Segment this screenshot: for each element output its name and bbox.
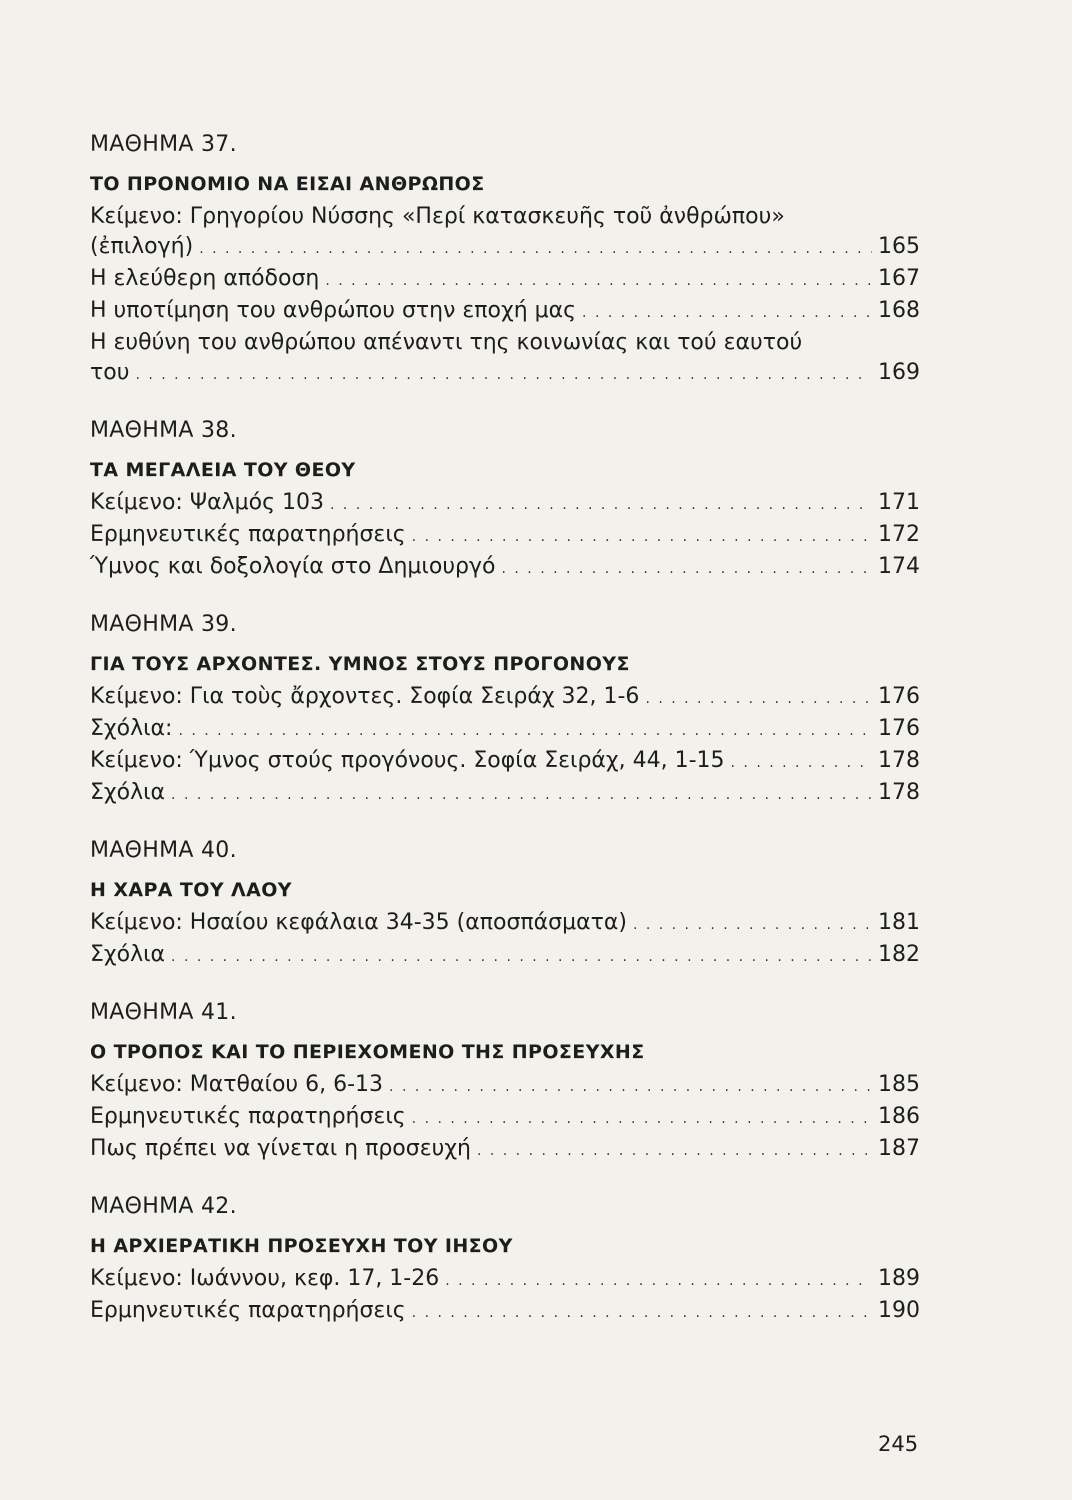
toc-entry-line <box>90 1134 920 1166</box>
dot-leader <box>171 942 872 972</box>
toc-entry-page: 171 <box>878 490 920 515</box>
lesson-label: ΜΑΘΗΜΑ 40. <box>90 838 237 863</box>
lesson-section <box>90 418 920 584</box>
dot-leader <box>645 684 872 714</box>
dot-leader <box>412 522 872 552</box>
lesson-section <box>90 838 920 972</box>
dot-leader <box>178 716 872 746</box>
toc-entry-page: 174 <box>878 554 920 579</box>
dot-leader <box>477 1136 872 1166</box>
toc-entry <box>90 1264 920 1296</box>
toc-entry <box>90 1134 920 1166</box>
toc-entry-page: 187 <box>878 1136 920 1161</box>
dot-leader <box>445 1266 872 1296</box>
toc-entry-text: Πως πρέπει να γίνεται η προσευχή <box>90 1136 471 1161</box>
lesson-label: ΜΑΘΗΜΑ 37. <box>90 132 237 157</box>
toc-entry-page: 168 <box>878 298 920 323</box>
dot-leader <box>171 780 872 810</box>
toc-entry-text: (ἐπιλογή) <box>90 234 194 259</box>
toc-entry-text-line1: Η ευθύνη του ανθρώπου απέναντι της κοινωνίας και τού εαυτού <box>90 330 803 355</box>
toc-entry-text: Σχόλια: <box>90 716 173 741</box>
toc-entry-page: 189 <box>878 1266 920 1291</box>
lesson-label: ΜΑΘΗΜΑ 39. <box>90 612 237 637</box>
toc-entry-text: Η υποτίμηση του ανθρώπου στην εποχή μας <box>90 298 577 323</box>
toc-entry-line <box>90 520 920 552</box>
toc-entry <box>90 1070 920 1102</box>
toc-entry-line <box>90 746 920 778</box>
dot-leader <box>135 360 872 390</box>
toc-entry <box>90 714 920 746</box>
toc-entry-text: του <box>90 360 130 385</box>
toc-entry-line <box>90 908 920 940</box>
lesson-label: ΜΑΘΗΜΑ 41. <box>90 1000 237 1025</box>
toc-entry-line <box>90 296 920 328</box>
toc-entry-text: Ύμνος και δοξολογία στο Δημιουργό <box>90 554 496 579</box>
toc-entry-text: Η ελεύθερη απόδοση <box>90 266 320 291</box>
toc-entry-text: Κείμενο: Ματθαίου 6, 6-13 <box>90 1072 384 1097</box>
toc-entry-page: 165 <box>878 234 920 259</box>
lesson-label: ΜΑΘΗΜΑ 42. <box>90 1194 237 1219</box>
toc-entry <box>90 908 920 940</box>
lesson-section <box>90 1000 920 1166</box>
toc-entry-text: Σχόλια <box>90 942 166 967</box>
lesson-title: ΤΑ ΜΕΓΑΛΕΙΑ ΤΟΥ ΘΕΟΥ <box>90 459 356 481</box>
toc-entry <box>90 488 920 520</box>
toc-entry-line <box>90 1102 920 1134</box>
toc-entry <box>90 746 920 778</box>
toc-entry-line <box>90 778 920 810</box>
toc-entry-line <box>90 264 920 296</box>
toc-entry-page: 167 <box>878 266 920 291</box>
toc-entry-line <box>90 682 920 714</box>
toc-entry-page: 178 <box>878 748 920 773</box>
toc-entry-page: 185 <box>878 1072 920 1097</box>
toc-entry-page: 186 <box>878 1104 920 1129</box>
toc-entry <box>90 778 920 810</box>
lesson-title: ΓΙΑ ΤΟΥΣ ΑΡΧΟΝΤΕΣ. ΥΜΝΟΣ ΣΤΟΥΣ ΠΡΟΓΟΝΟΥΣ <box>90 653 630 675</box>
dot-leader <box>731 748 872 778</box>
toc-entry-line <box>90 1264 920 1296</box>
toc-entry-text: Κείμενο: Ψαλμός 103 <box>90 490 324 515</box>
toc-entry <box>90 328 920 390</box>
toc-entry-line <box>90 1070 920 1102</box>
toc-entry-page: 181 <box>878 910 920 935</box>
toc-entry-text: Κείμενο: Ιωάννου, κεφ. 17, 1-26 <box>90 1266 440 1291</box>
toc-entry-text: Σχόλια <box>90 780 166 805</box>
toc-entry <box>90 1296 920 1328</box>
toc-entry-line <box>90 552 920 584</box>
toc-entry-line <box>90 232 920 264</box>
toc-entry-text: Κείμενο: Για τοὺς ἄρχοντες. Σοφία Σειράχ 32, 1-6 <box>90 684 640 709</box>
lesson-title: Ο ΤΡΟΠΟΣ ΚΑΙ ΤΟ ΠΕΡΙΕΧΟΜΕΝΟ ΤΗΣ ΠΡΟΣΕΥΧΗΣ <box>90 1041 645 1063</box>
lesson-section <box>90 612 920 810</box>
lesson-title: Η ΧΑΡΑ ΤΟΥ ΛΑΟΥ <box>90 879 292 901</box>
lesson-title: ΤΟ ΠΡΟΝΟΜΙΟ ΝΑ ΕΙΣΑΙ ΑΝΘΡΩΠΟΣ <box>90 173 485 195</box>
toc-entry-text: Ερμηνευτικές παρατηρήσεις <box>90 1298 406 1323</box>
table-of-contents <box>90 132 920 1356</box>
toc-entry <box>90 202 920 264</box>
toc-entry-page: 172 <box>878 522 920 547</box>
toc-entry-line <box>90 714 920 746</box>
page-number: 245 <box>878 1432 919 1456</box>
lesson-title: Η ΑΡΧΙΕΡΑΤΙΚΗ ΠΡΟΣΕΥΧΗ ΤΟΥ ΙΗΣΟΥ <box>90 1235 513 1257</box>
toc-entry-text-line1: Κείμενο: Γρηγορίου Νύσσης «Περί κατασκευῆς τοῦ ἀνθρώπου» <box>90 204 785 229</box>
toc-entry <box>90 1102 920 1134</box>
toc-entry-page: 182 <box>878 942 920 967</box>
dot-leader <box>502 554 873 584</box>
lesson-section <box>90 132 920 390</box>
toc-entry <box>90 264 920 296</box>
toc-entry-text: Ερμηνευτικές παρατηρήσεις <box>90 522 406 547</box>
lesson-label: ΜΑΘΗΜΑ 38. <box>90 418 237 443</box>
dot-leader <box>330 490 872 520</box>
dot-leader <box>412 1104 872 1134</box>
toc-entry-line <box>90 488 920 520</box>
dot-leader <box>325 266 872 296</box>
toc-entry-line <box>90 940 920 972</box>
toc-entry <box>90 520 920 552</box>
dot-leader <box>389 1072 872 1102</box>
dot-leader <box>633 910 872 940</box>
toc-entry <box>90 296 920 328</box>
toc-entry-page: 190 <box>878 1298 920 1323</box>
toc-entry-page: 176 <box>878 716 920 741</box>
toc-entry <box>90 682 920 714</box>
toc-entry-page: 169 <box>878 360 920 385</box>
toc-entry-line <box>90 1296 920 1328</box>
toc-entry-page: 178 <box>878 780 920 805</box>
toc-entry-text: Κείμενο: Ύμνος στούς προγόνους. Σοφία Σειράχ, 44, 1-15 <box>90 748 725 773</box>
toc-entry <box>90 940 920 972</box>
toc-entry-text: Κείμενο: Ησαίου κεφάλαια 34-35 (αποσπάσματα) <box>90 910 627 935</box>
toc-entry-text: Ερμηνευτικές παρατηρήσεις <box>90 1104 406 1129</box>
toc-entry-line <box>90 358 920 390</box>
toc-entry-page: 176 <box>878 684 920 709</box>
dot-leader <box>582 298 872 328</box>
lesson-section <box>90 1194 920 1328</box>
toc-entry <box>90 552 920 584</box>
dot-leader <box>412 1298 872 1328</box>
dot-leader <box>199 234 872 264</box>
